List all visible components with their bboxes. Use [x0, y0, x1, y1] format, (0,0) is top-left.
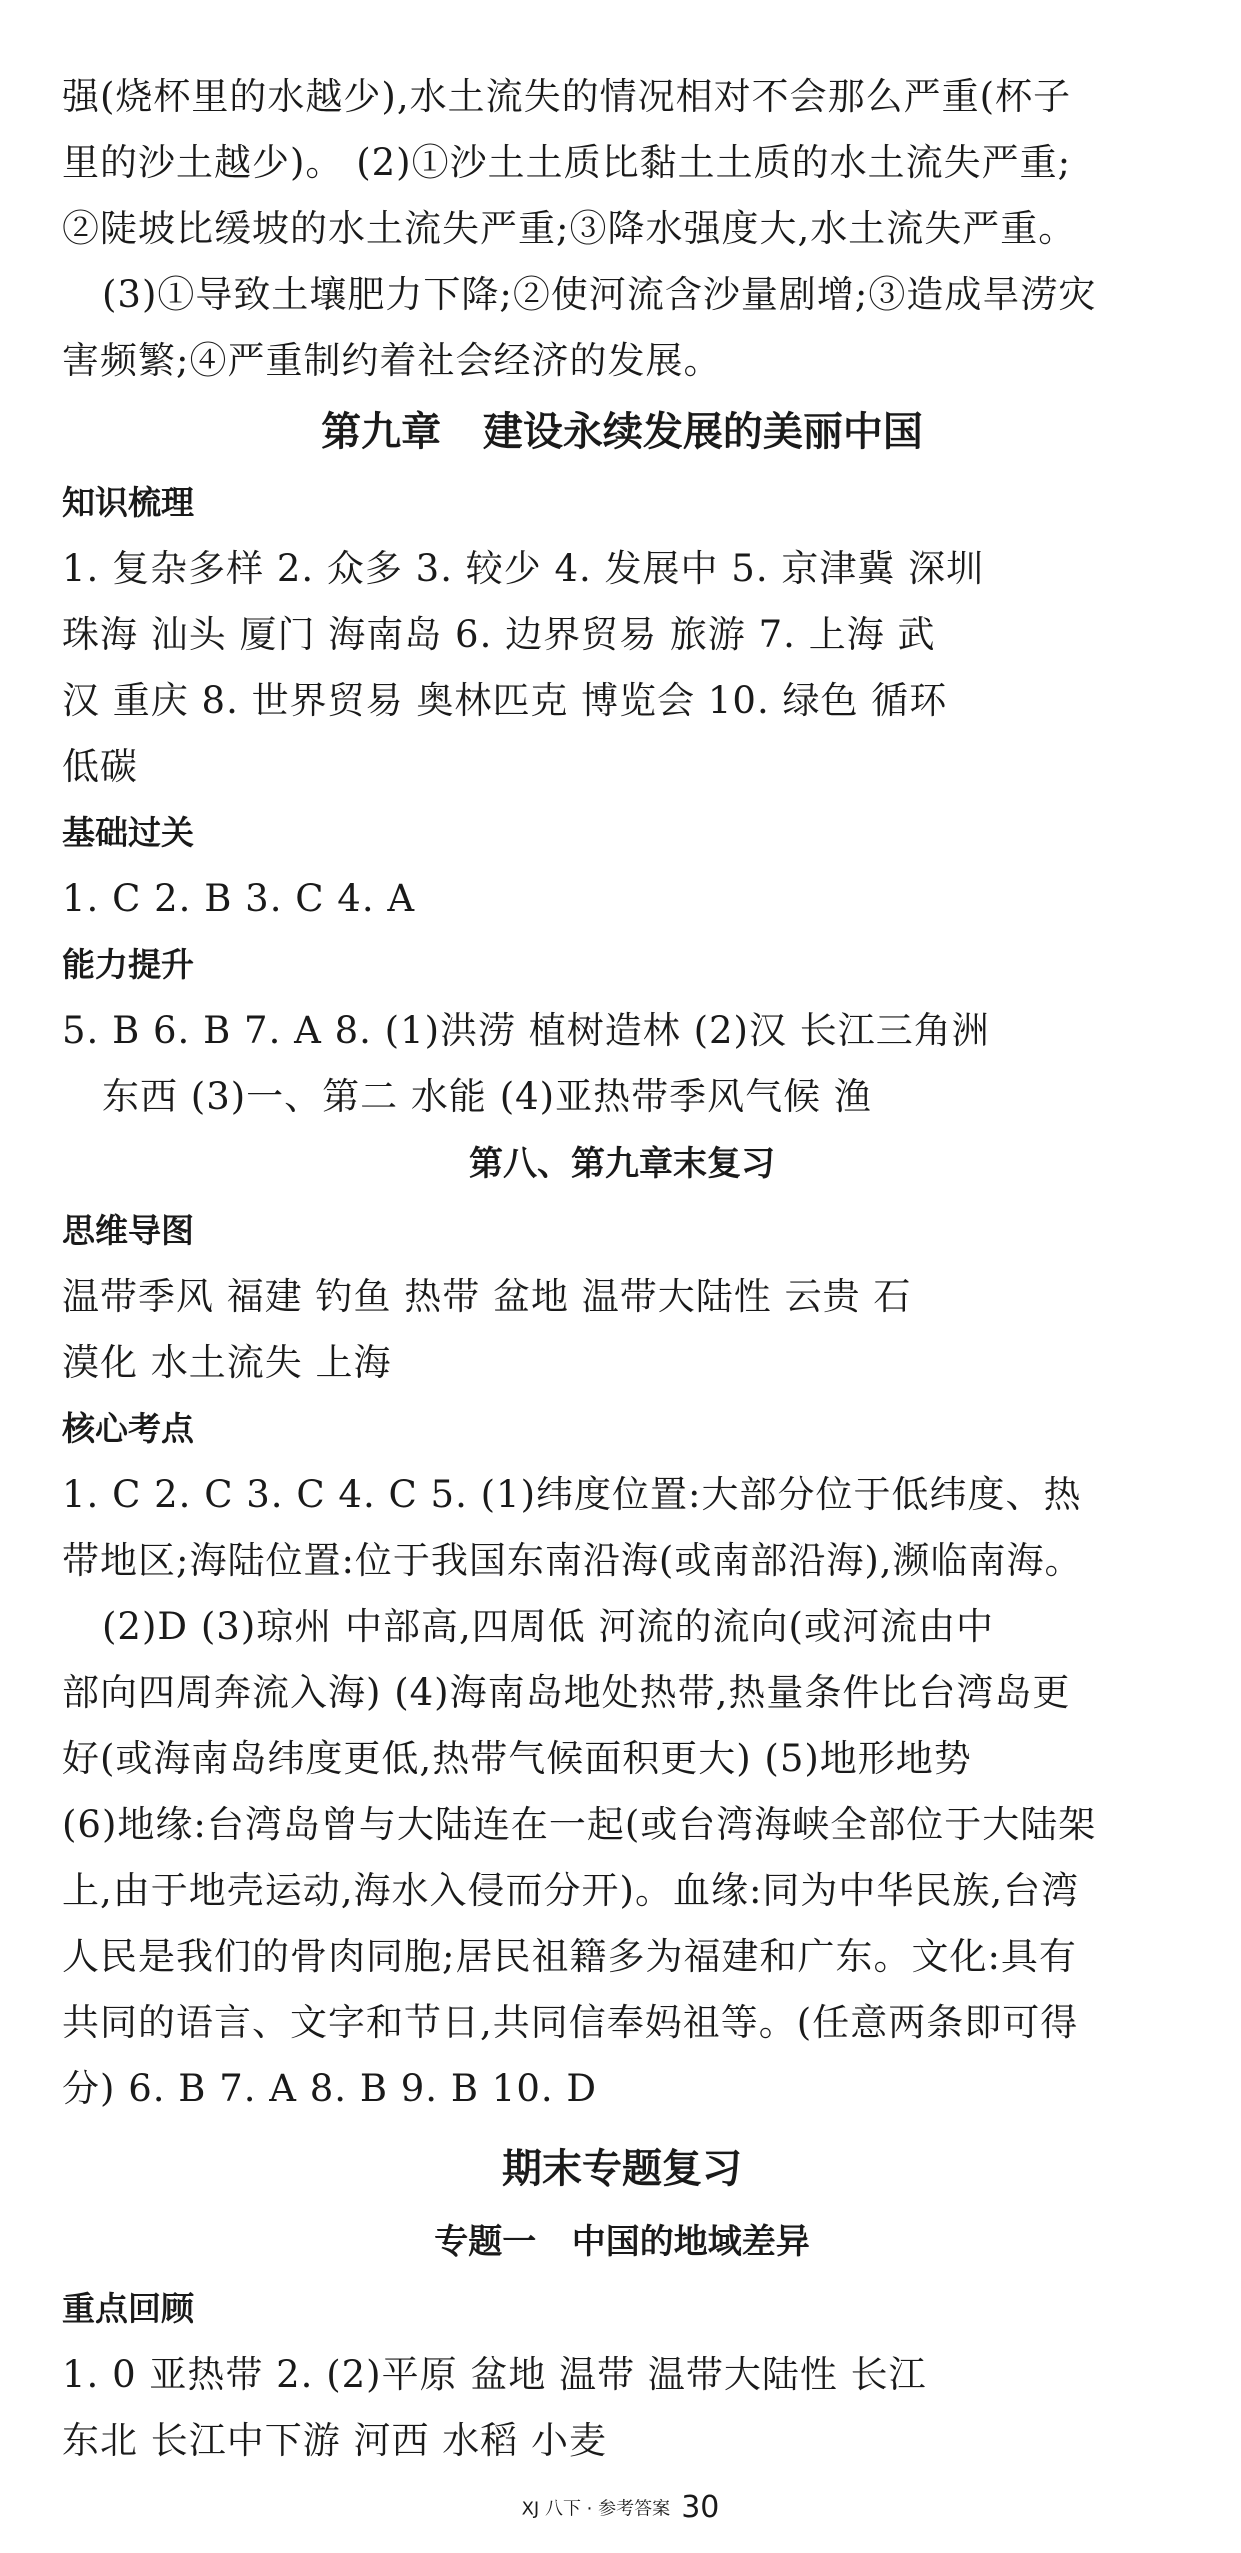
section-heading-basic: 基础过关 — [62, 813, 194, 852]
section-heading-ability: 能力提升 — [62, 945, 194, 984]
text-line: ②陡坡比缓坡的水土流失严重;③降水强度大,水土流失严重。 — [62, 207, 1077, 250]
section-heading-core: 核心考点 — [62, 1409, 194, 1448]
review-8-9-section — [62, 1130, 1182, 2122]
text-line: 1. 0 亚热带 2. (2)平原 盆地 温带 温带大陆性 长江 — [62, 2353, 927, 2396]
text-line: 1. 复杂多样 2. 众多 3. 较少 4. 发展中 5. 京津冀 深圳 — [62, 547, 985, 590]
text-line: 人民是我们的骨肉同胞;居民祖籍多为福建和广东。文化:具有 — [62, 1935, 1077, 1978]
chapter-title: 第九章 建设永续发展的美丽中国 — [321, 409, 923, 455]
chapter-9-section — [62, 394, 1182, 1130]
review-title: 第八、第九章末复习 — [469, 1144, 775, 1184]
answer-page — [62, 64, 1182, 2474]
text-line: 5. B 6. B 7. A 8. (1)洪涝 植树造林 (2)汉 长江三角洲 — [62, 1009, 990, 1052]
text-line: 东西 (3)一、第二 水能 (4)亚热带季风气候 渔 — [102, 1075, 872, 1118]
text-line: 带地区;海陆位置:位于我国东南沿海(或南部沿海),濒临南海。 — [62, 1539, 1083, 1582]
text-line: 汉 重庆 8. 世界贸易 奥林匹克 博览会 10. 绿色 循环 — [62, 679, 948, 722]
text-line: 强(烧杯里的水越少),水土流失的情况相对不会那么严重(杯子 — [62, 75, 1072, 118]
text-line: 好(或海南岛纬度更低,热带气候面积更大) (5)地形地势 — [62, 1737, 972, 1780]
page-number: 30 — [681, 2490, 720, 2525]
text-line: 里的沙土越少)。 (2)①沙土土质比黏土土质的水土流失严重; — [62, 141, 1072, 184]
text-line: 温带季风 福建 钓鱼 热带 盆地 温带大陆性 云贵 石 — [62, 1275, 912, 1318]
text-line: 部向四周奔流入海) (4)海南岛地处热带,热量条件比台湾岛更 — [62, 1671, 1071, 1714]
section-heading-recap: 重点回顾 — [62, 2289, 194, 2328]
section-heading-knowledge: 知识梳理 — [62, 483, 194, 522]
section-heading-mindmap: 思维导图 — [62, 1211, 194, 1250]
text-line: 上,由于地壳运动,海水入侵而分开)。血缘:同为中华民族,台湾 — [62, 1869, 1080, 1912]
top-continuation — [62, 64, 1182, 394]
text-line: 共同的语言、文字和节日,共同信奉妈祖等。(任意两条即可得 — [62, 2001, 1079, 2044]
topic-title: 专题一 中国的地域差异 — [434, 2222, 810, 2262]
final-review-section — [62, 2130, 1182, 2474]
text-line: (3)①导致土壤肥力下降;②使河流含沙量剧增;③造成旱涝灾 — [102, 273, 1097, 316]
text-line: 害频繁;④严重制约着社会经济的发展。 — [62, 339, 722, 382]
text-line: 漠化 水土流失 上海 — [62, 1341, 392, 1384]
text-line: 珠海 汕头 厦门 海南岛 6. 边界贸易 旅游 7. 上海 武 — [62, 613, 936, 656]
text-line: 分) 6. B 7. A 8. B 9. B 10. D — [62, 2067, 598, 2110]
text-line: (2)D (3)琼州 中部高,四周低 河流的流向(或河流由中 — [102, 1605, 994, 1648]
footer-label: XJ 八下 · 参考答案 — [521, 2498, 671, 2520]
text-line: 东北 长江中下游 河西 水稻 小麦 — [62, 2419, 608, 2462]
text-line: 1. C 2. B 3. C 4. A — [62, 877, 416, 920]
text-line: 1. C 2. C 3. C 4. C 5. (1)纬度位置:大部分位于低纬度、热 — [62, 1473, 1082, 1516]
final-review-title: 期末专题复习 — [502, 2146, 742, 2192]
page-footer — [0, 2490, 1241, 2525]
text-line: 低碳 — [62, 745, 138, 788]
text-line: (6)地缘:台湾岛曾与大陆连在一起(或台湾海峡全部位于大陆架 — [62, 1803, 1097, 1846]
